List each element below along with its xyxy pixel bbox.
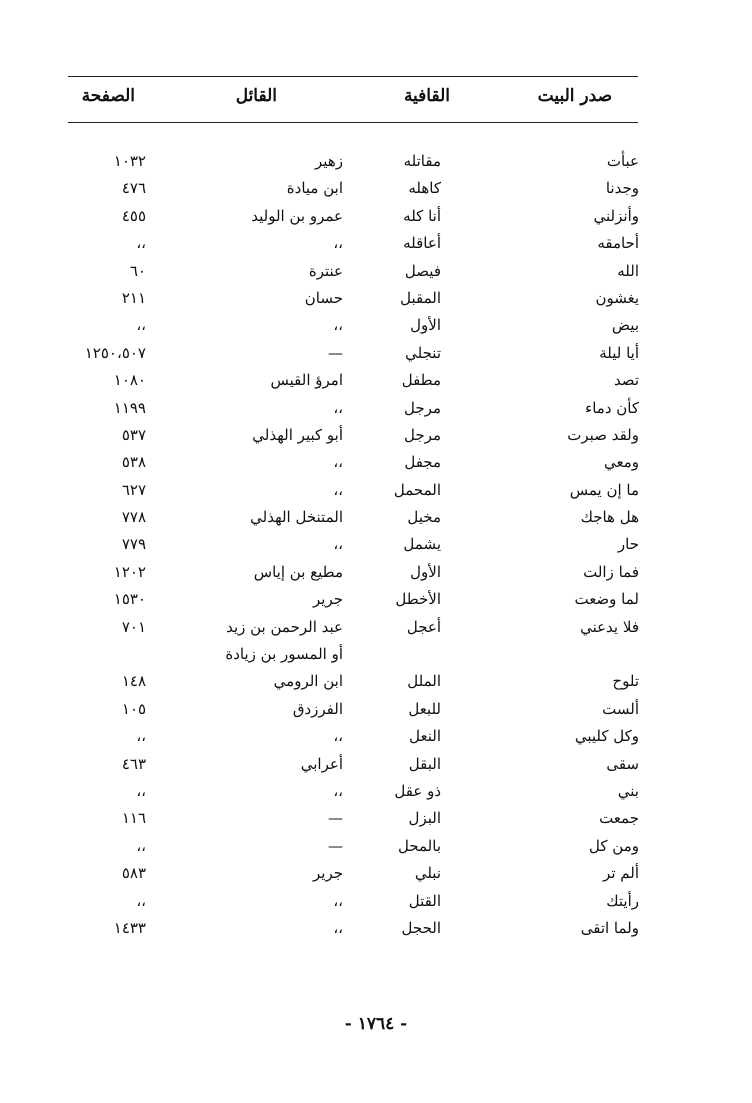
row-poet: — (328, 343, 343, 362)
row-rhyme: أعاقله (403, 234, 441, 253)
table-row (0, 915, 752, 942)
table-row (0, 833, 752, 860)
row-poet: ،، (333, 234, 343, 253)
row-first-hemistich: لما وضعت (574, 590, 639, 609)
table-row (0, 285, 752, 312)
page-number: - ١٧٦٤ - (344, 1014, 408, 1034)
row-rhyme: الأخطل (395, 590, 441, 609)
row-page: ١٥٣٠ (113, 590, 146, 609)
table-row (0, 422, 752, 449)
table-row (0, 449, 752, 476)
table-row (0, 641, 752, 668)
header-bottom-rule (68, 122, 638, 123)
row-poet: — (328, 836, 343, 855)
row-poet: ابن الرومي (273, 672, 343, 691)
row-first-hemistich: تصد (613, 371, 639, 390)
row-poet: جرير (313, 864, 343, 883)
row-page: ٢١١ (121, 288, 146, 307)
table-row (0, 531, 752, 558)
row-first-hemistich: رأيتك (606, 891, 639, 910)
row-page: ٧٠١ (121, 617, 146, 636)
row-rhyme: الأول (410, 316, 441, 335)
row-page: ١٢٥٠،٥٠٧ (84, 343, 146, 362)
table-row (0, 668, 752, 695)
row-rhyme: فيصل (404, 261, 441, 280)
row-page: ٤٥٥ (121, 206, 146, 225)
index-table (0, 148, 752, 942)
row-page: ١٤٣٣ (113, 918, 146, 937)
table-row (0, 340, 752, 367)
row-page: ٥٣٨ (121, 453, 146, 472)
table-row (0, 778, 752, 805)
row-first-hemistich: أيا ليلة (599, 343, 639, 362)
row-poet: عمرو بن الوليد (251, 206, 343, 225)
row-first-hemistich: فلا يدعني (580, 617, 639, 636)
row-page: ٥٨٣ (121, 864, 146, 883)
row-page: ٤٧٦ (121, 179, 146, 198)
row-poet: ابن ميادة (286, 179, 343, 198)
table-row (0, 559, 752, 586)
row-poet: ،، (333, 480, 343, 499)
row-poet: زهير (315, 152, 343, 170)
row-rhyme: المحمل (393, 480, 441, 499)
table-row (0, 751, 752, 778)
row-rhyme: مجفل (404, 453, 441, 472)
row-first-hemistich: بني (617, 781, 639, 800)
row-first-hemistich: وكل كليبي (574, 727, 639, 746)
row-poet: ،، (333, 891, 343, 910)
row-page: ٧٧٩ (121, 535, 146, 554)
row-first-hemistich: كأن دماء (585, 398, 639, 417)
table-row (0, 586, 752, 613)
row-page: ١٠٣٢ (113, 152, 146, 170)
row-page: ٤٦٣ (121, 754, 146, 773)
table-row (0, 148, 752, 175)
row-rhyme: تنجلي (405, 343, 441, 362)
row-page: ،، (136, 781, 146, 800)
row-rhyme: البزل (408, 809, 441, 828)
table-row (0, 888, 752, 915)
row-rhyme: كاهله (408, 179, 441, 198)
row-first-hemistich: تلوح (612, 672, 639, 691)
table-row (0, 614, 752, 641)
row-rhyme: الحجل (401, 918, 441, 937)
row-poet: مطيع بن إياس (253, 562, 343, 581)
table-row (0, 175, 752, 202)
row-poet: المتنخل الهذلي (250, 508, 343, 527)
row-page: ١٤٨ (121, 672, 146, 691)
row-rhyme: يشمل (403, 535, 441, 554)
row-first-hemistich: عبأت (606, 152, 639, 170)
row-first-hemistich: جمعت (599, 809, 639, 828)
table-row (0, 504, 752, 531)
header-rhyme: القافية (403, 86, 450, 106)
row-page: ٦٠ (129, 261, 146, 280)
row-page: ١٢٠٢ (113, 562, 146, 581)
row-first-hemistich: سقى (606, 754, 639, 773)
row-page: ٧٧٨ (121, 508, 146, 527)
row-poet: حسان (304, 288, 343, 307)
table-row (0, 696, 752, 723)
row-first-hemistich: هل هاجك (580, 508, 639, 527)
row-page: ١١٩٩ (113, 398, 146, 417)
row-poet: الفرزدق (292, 699, 343, 718)
row-rhyme: مرجل (404, 398, 441, 417)
row-first-hemistich: وأنزلني (593, 206, 639, 225)
row-poet: عبد الرحمن بن زيد (226, 617, 343, 636)
row-first-hemistich: ولقد صبرت (567, 425, 639, 444)
row-first-hemistich: الله (617, 261, 639, 280)
row-poet: امرؤ القيس (270, 371, 343, 390)
header-first-hemistich: صدر البيت (537, 86, 612, 106)
table-row (0, 805, 752, 832)
row-page: ،، (136, 316, 146, 335)
table-row (0, 723, 752, 750)
top-rule (68, 76, 638, 77)
row-page: ٦٢٧ (121, 480, 146, 499)
row-first-hemistich: أحامقه (597, 234, 639, 253)
row-page: ،، (136, 234, 146, 253)
row-page: ،، (136, 836, 146, 855)
row-first-hemistich: ما إن يمس (569, 480, 639, 499)
row-rhyme: مرجل (404, 425, 441, 444)
row-first-hemistich: فما زالت (583, 562, 639, 581)
table-row (0, 203, 752, 230)
row-page: ١٠٥ (121, 699, 146, 718)
table-row (0, 860, 752, 887)
row-first-hemistich: ولما اتقى (580, 918, 639, 937)
row-first-hemistich: حار (617, 535, 639, 554)
row-rhyme: القتل (408, 891, 441, 910)
row-page: ،، (136, 891, 146, 910)
row-poet: أعرابي (300, 754, 343, 773)
table-row (0, 230, 752, 257)
row-first-hemistich: يغشون (595, 288, 639, 307)
row-rhyme: أعجل (406, 617, 441, 636)
row-poet: — (328, 809, 343, 828)
table-row (0, 258, 752, 285)
row-poet: ،، (333, 316, 343, 335)
row-rhyme: النعل (409, 727, 441, 746)
row-first-hemistich: ومن كل (589, 836, 639, 855)
row-first-hemistich: ومعي (603, 453, 639, 472)
row-poet: ،، (333, 398, 343, 417)
row-poet: ،، (333, 535, 343, 554)
table-row (0, 395, 752, 422)
row-rhyme: مطفل (401, 371, 441, 390)
header-page: الصفحة (81, 86, 135, 106)
table-row (0, 312, 752, 339)
row-page: ١١٦ (121, 809, 146, 828)
row-rhyme: مخيل (407, 508, 441, 527)
row-poet: ،، (333, 918, 343, 937)
row-page: ١٠٨٠ (113, 371, 146, 390)
row-rhyme: المقبل (400, 288, 441, 307)
row-first-hemistich: ألم تر (603, 864, 639, 883)
table-row (0, 367, 752, 394)
row-first-hemistich: بيض (611, 316, 639, 335)
row-poet: عنترة (308, 261, 343, 280)
row-first-hemistich: وجدنا (605, 179, 639, 198)
row-poet: أبو كبير الهذلي (252, 425, 343, 444)
row-poet: ،، (333, 781, 343, 800)
row-rhyme: الملل (407, 672, 441, 691)
row-rhyme: ذو عقل (394, 781, 441, 800)
row-first-hemistich: ألست (602, 699, 639, 718)
row-poet: جرير (313, 590, 343, 609)
row-rhyme: للبعل (408, 699, 441, 718)
header-poet: القائل (235, 86, 277, 106)
row-poet: ،، (333, 727, 343, 746)
row-rhyme: مقاتله (403, 152, 441, 170)
row-page: ٥٣٧ (121, 425, 146, 444)
row-rhyme: نبلي (414, 864, 441, 883)
table-row (0, 477, 752, 504)
row-poet: ،، (333, 453, 343, 472)
row-rhyme: الأول (410, 562, 441, 581)
row-poet: أو المسور بن زيادة (225, 645, 343, 664)
row-page: ،، (136, 727, 146, 746)
row-rhyme: بالمحل (397, 836, 441, 855)
row-rhyme: البقل (408, 754, 441, 773)
row-rhyme: أنا كله (403, 206, 441, 225)
